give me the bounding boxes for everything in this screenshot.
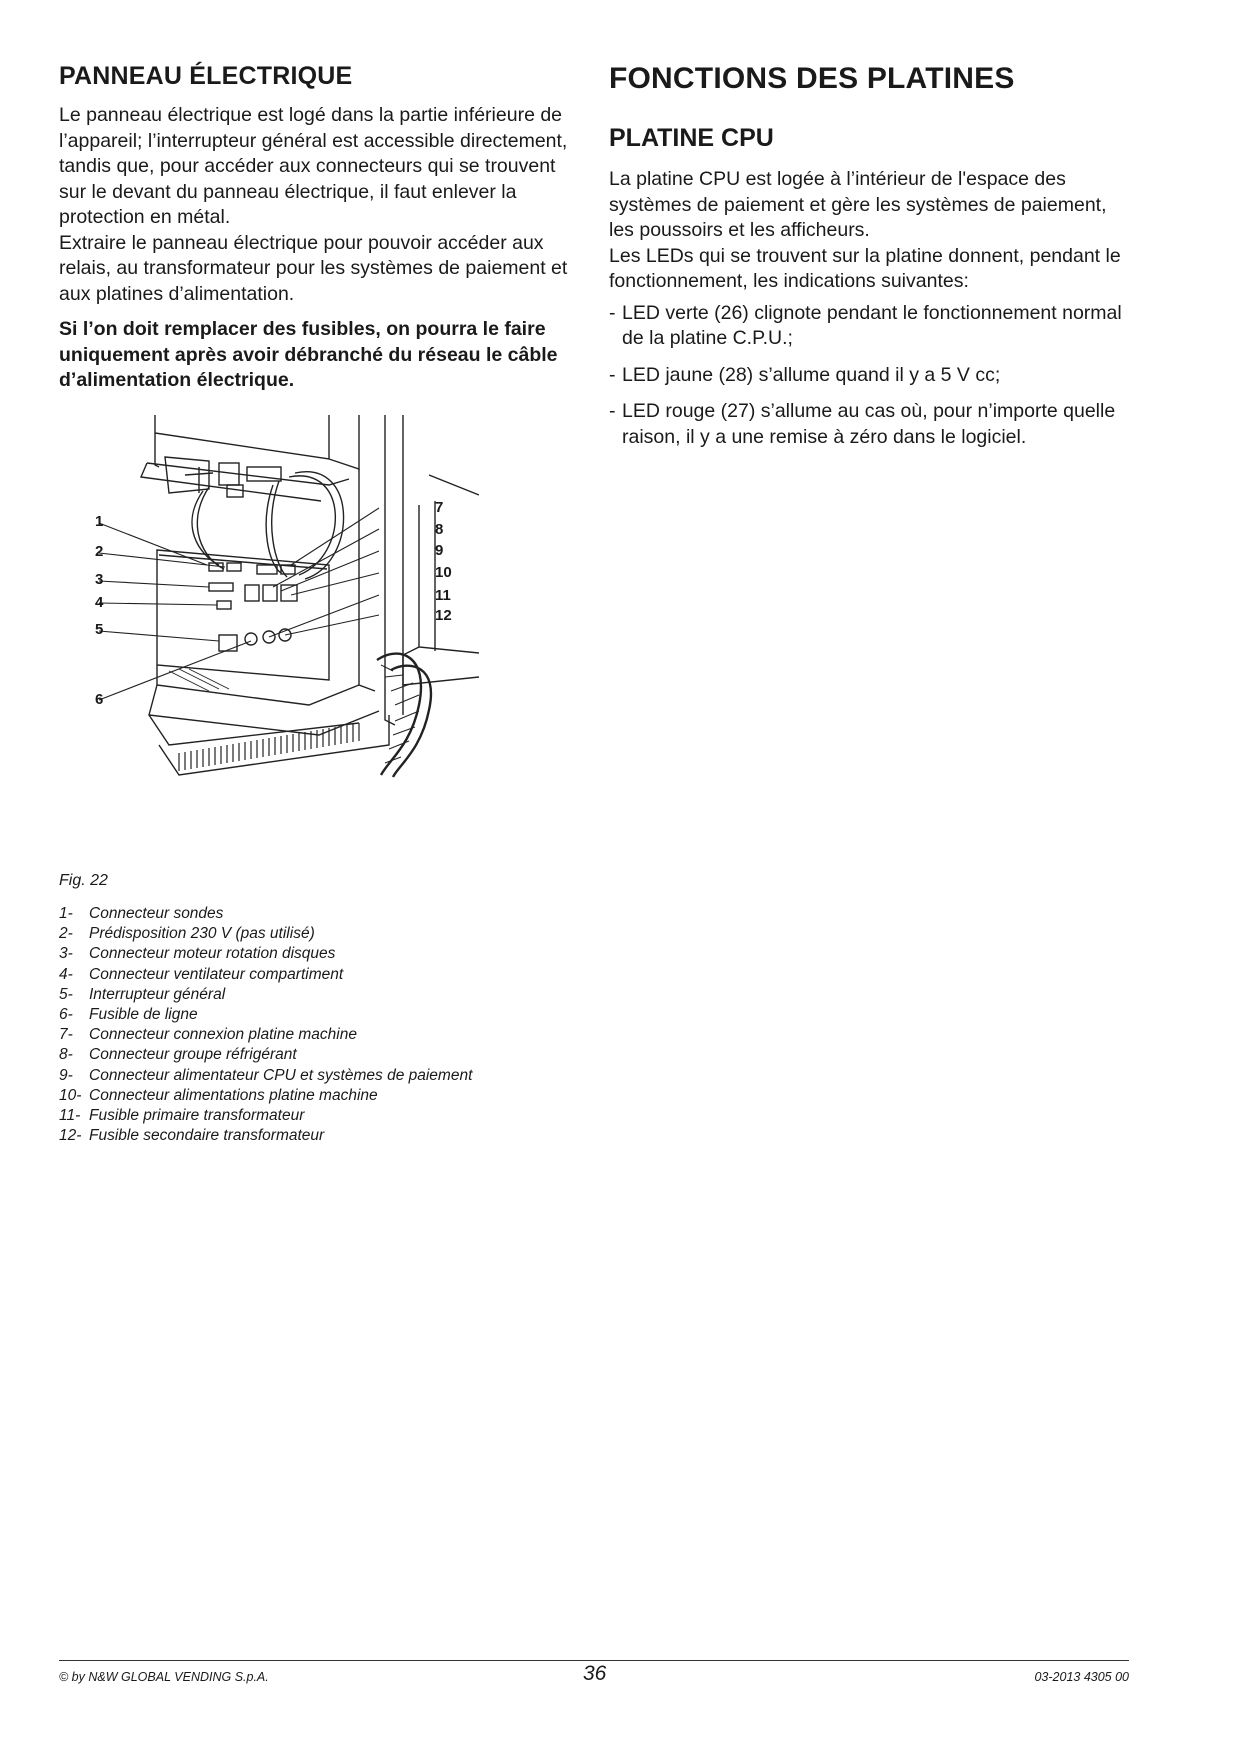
right-column [609,62,1129,461]
led-red-text: LED rouge (27) s’allume au cas où, pour n’importe quelle raison, il y a une remise à zéro dans le logiciel. [622,400,1116,448]
legend-item: 1- Connecteur sondes [59,905,224,922]
section-heading-panneau: PANNEAU ÉLECTRIQUE [59,62,353,90]
led-list [609,301,1129,451]
list-item: - LED rouge (27) s’allume au cas où, pour n’importe quelle raison, il y a une remise à zéro dans le logiciel. [609,399,1129,450]
footer-doc-ref: 03-2013 4305 00 [1034,1670,1129,1684]
cabinet-right-post [385,415,395,725]
list-item: - LED jaune (28) s’allume quand il y a 5 V cc; [609,363,1129,389]
callout-4: 4 [95,594,104,611]
figure-legend [59,904,472,1146]
paragraph-cpu-1: La platine CPU est logée à l’intérieur de l'espace des systèmes de paiement et gère les systèmes de paiement, les poussoirs et les afficheurs. [609,168,1107,241]
subheading-platine-cpu: PLATINE CPU [609,124,774,152]
main-switch [219,635,237,651]
callout-12: 12 [435,607,452,624]
callout-5: 5 [95,621,104,638]
cabinet-top-edge [155,415,329,459]
callout-10: 10 [435,564,452,581]
legend-item: 5- Interrupteur général [59,985,226,1003]
legend-item: 2- Prédisposition 230 V (pas utilisé) [59,925,315,943]
figure-caption: Fig. 22 [59,872,108,889]
paragraph-panneau-2: Extraire le panneau électrique pour pouvoir accéder aux relais, au transformateur pour les systèmes de paiement et aux platines d’alimentation. [59,231,568,305]
led-green-text: LED verte (26) clignote pendant le fonctionnement normal de la platine C.P.U.; [622,301,1122,349]
callout-1: 1 [95,513,104,530]
panel-face [157,550,329,680]
legend-item: 11- Fusible primaire transformateur [59,1107,305,1125]
callout-2: 2 [95,543,104,560]
paragraph-cpu-2: Les LEDs qui se trouvent sur la platine donnent, pendant le fonctionnement, les indications suivantes: [609,244,1121,292]
callout-6: 6 [95,691,104,708]
callout-3: 3 [95,571,104,588]
legend-item: 6- Fusible de ligne [59,1006,198,1024]
legend-item: 12- Fusible secondaire transformateur [59,1127,325,1145]
legend-item: 4- Connecteur ventilateur compartiment [59,965,344,983]
connector-block [245,585,259,601]
callout-8: 8 [435,521,444,538]
legend-item: 7- Connecteur connexion platine machine [59,1026,357,1044]
page-heading-fonctions: FONCTIONS DES PLATINES [609,62,1015,95]
left-column [59,62,579,394]
footer-divider [59,1660,1129,1661]
paragraph-panneau-1: Le panneau électrique est logé dans la partie inférieure de l’appareil; l’interrupteur général est accessible directement, tandis que, pour accéder aux connecteurs qui se trouvent sur le devant du panneau électrique, il faut enlever la protection en métal. [59,104,568,228]
electrical-panel-drawing [59,415,479,875]
callout-11: 11 [435,587,451,604]
legend-item: 10- Connecteur alimentations platine machine [59,1086,378,1104]
callout-leaders [99,508,379,700]
callout-9: 9 [435,542,444,559]
footer-copyright: © by N&W GLOBAL VENDING S.p.A. [59,1670,269,1684]
braided-hose [377,654,421,775]
electrical-panel-figure [59,415,479,875]
led-yellow-text: LED jaune (28) s’allume quand il y a 5 V cc; [622,363,1001,386]
list-item: - LED verte (26) clignote pendant le fonctionnement normal de la platine C.P.U.; [609,301,1129,352]
legend-item: 3- Connecteur moteur rotation disques [59,945,336,963]
legend-item: 9- Connecteur alimentateur CPU et systèmes de paiement [59,1066,473,1084]
callout-7: 7 [435,499,444,516]
warning-fuses: Si l’on doit remplacer des fusibles, on pourra le faire uniquement après avoir débranché du réseau le câble d’alimentation électrique. [59,318,558,391]
legend-item: 8- Connecteur groupe réfrigérant [59,1046,297,1064]
page-number: 36 [583,1662,607,1685]
